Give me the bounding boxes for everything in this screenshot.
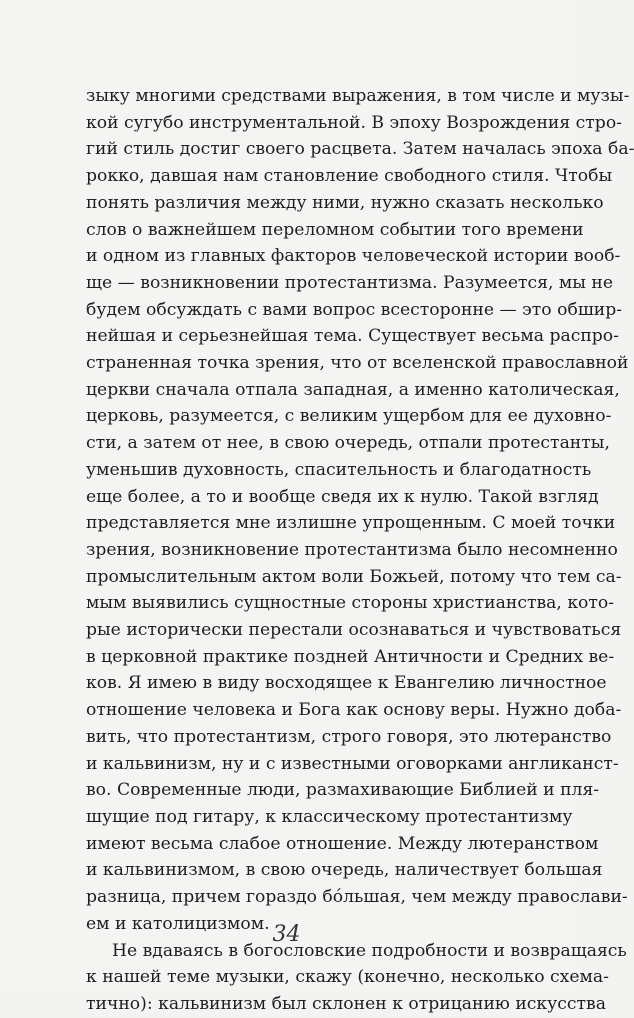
text-line: будем обсуждать с вами вопрос всесторонне — это обшир- (86, 299, 623, 320)
text-line: мым выявились сущностные стороны христианства, кото- (86, 593, 615, 614)
text-line: рые исторически перестали осознаваться и чувствоваться (86, 620, 622, 641)
text-line: церкви сначала отпала западная, а именно католическая, (86, 379, 620, 400)
text-line: промыслительным актом воли Божьей, потому что тем са- (86, 566, 622, 587)
text-line: ем и католицизмом. (86, 913, 270, 934)
text-line: слов о важнейшем переломном событии того времени (86, 219, 584, 240)
text-line: шущие под гитару, к классическому протестантизму (86, 806, 573, 827)
text-line: страненная точка зрения, что от вселенской православной (86, 353, 629, 374)
text-line: разница, причем гораздо бóльшая, чем между православи- (86, 887, 628, 908)
text-line: во. Современные люди, размахивающие Библией и пля- (86, 780, 600, 801)
text-line: к нашей теме музыки, скажу (конечно, несколько схема- (86, 967, 609, 988)
text-line: рокко, давшая нам становление свободного стиля. Чтобы (86, 166, 613, 187)
text-line: сти, а затем от нее, в свою очередь, отпали протестанты, (86, 433, 610, 454)
text-line: еще более, а то и вообще сведя их к нулю. Такой взгляд (86, 486, 599, 507)
text-line: кой сугубо инструментальной. В эпоху Возрождения стро- (86, 112, 622, 133)
text-line: ще — возникновении протестантизма. Разумеется, мы не (86, 272, 614, 293)
text-line: уменьшив духовность, спасительность и благодатность (86, 459, 592, 480)
text-line: Не вдаваясь в богословские подробности и возвращаясь (112, 940, 627, 961)
text-line: ков. Я имею в виду восходящее к Евангелию личностное (86, 673, 607, 694)
page-number: 34 (272, 922, 301, 947)
paragraph-1 (86, 83, 634, 938)
text-line: нейшая и серьезнейшая тема. Существует весьма распро- (86, 326, 619, 347)
text-line: и кальвинизмом, в свою очередь, наличествует большая (86, 860, 603, 881)
text-line: тично): кальвинизм был склонен к отрицанию искусства (86, 993, 606, 1014)
text-line: церковь, разумеется, с великим ущербом для ее духовно- (86, 406, 612, 427)
text-line: представляется мне излишне упрощенным. С моей точки (86, 513, 616, 534)
text-line: понять различия между ними, нужно сказать несколько (86, 192, 604, 213)
text-line: зрения, возникновение протестантизма было несомненно (86, 539, 618, 560)
text-line: зыку многими средствами выражения, в том числе и музы- (86, 86, 630, 106)
text-line: и кальвинизм, ну и с известными оговорками англиканст- (86, 753, 619, 774)
text-line: гий стиль достиг своего расцвета. Затем началась эпоха ба- (86, 139, 634, 160)
text-line: имеют весьма слабое отношение. Между лютеранством (86, 833, 599, 854)
text-line: в церковной практике поздней Античности и Средних ве- (86, 646, 615, 667)
body-text (86, 83, 634, 1018)
paragraph-2 (86, 938, 627, 1018)
text-line: отношение человека и Бога как основу веры. Нужно доба- (86, 700, 622, 721)
text-line: вить, что протестантизм, строго говоря, это лютеранство (86, 726, 612, 747)
text-line: и одном из главных факторов человеческой истории вооб- (86, 246, 621, 267)
